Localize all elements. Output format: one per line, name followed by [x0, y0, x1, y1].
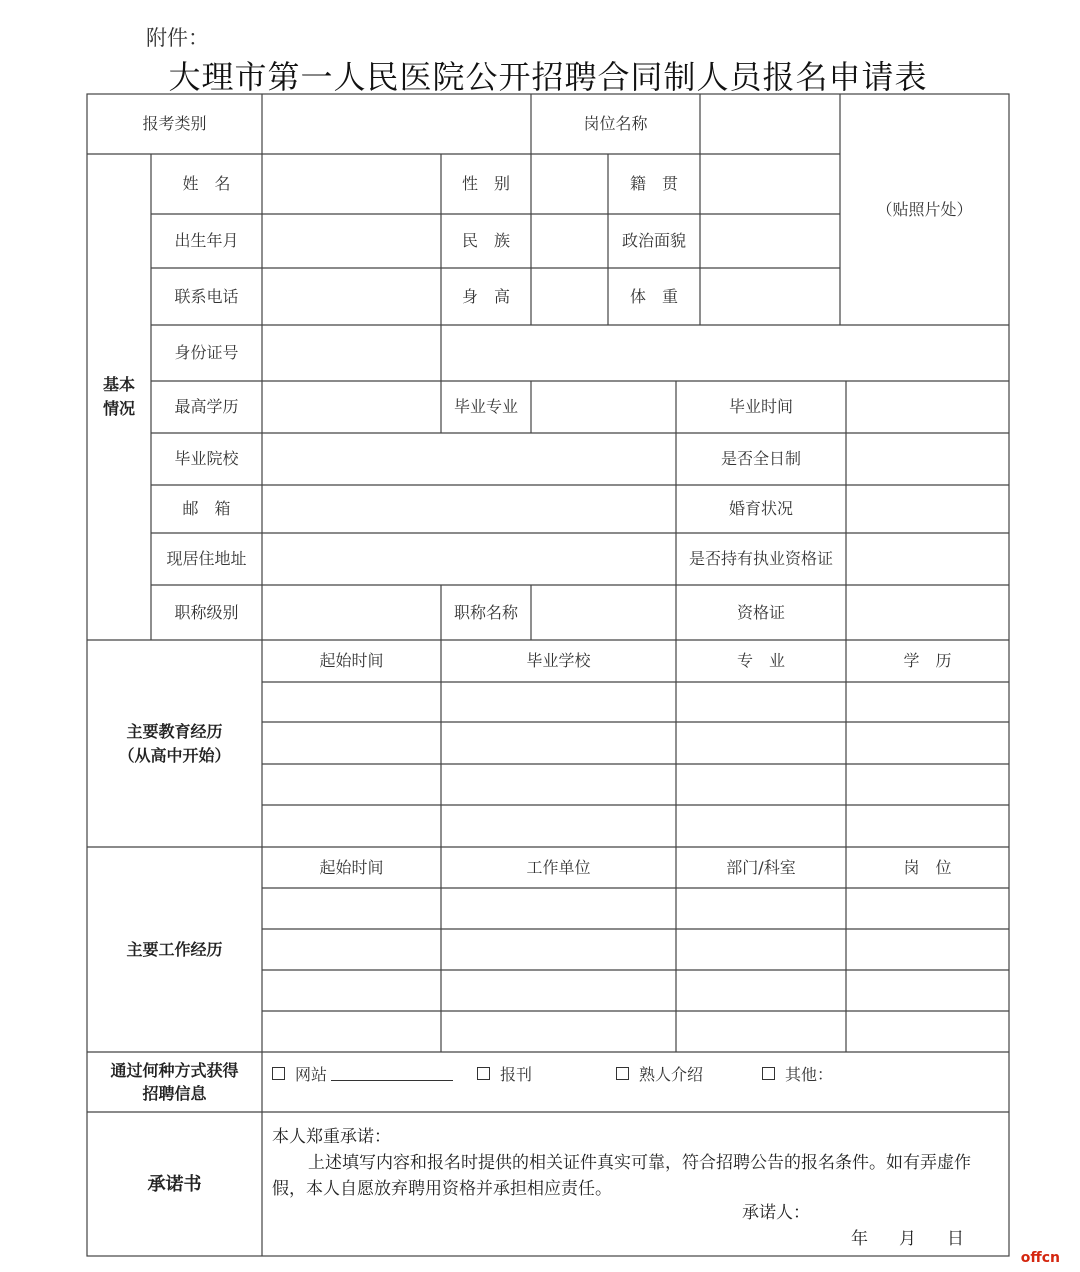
pledge-intro: 本人郑重承诺： [272, 1127, 391, 1147]
education-label-line1: 主要教育经历 [126, 721, 223, 741]
exam-category-field[interactable] [262, 94, 531, 154]
source-label-line2: 招聘信息 [142, 1084, 207, 1103]
gender-field[interactable] [531, 154, 608, 214]
license-field[interactable] [846, 533, 1009, 585]
edu-header-major: 专 业 [736, 651, 785, 670]
work-header-start-time: 起始时间 [319, 857, 384, 877]
political-status-label: 政治面貌 [621, 231, 686, 250]
source-option-referral[interactable] [616, 1062, 703, 1085]
name-field[interactable] [262, 154, 441, 214]
edu-header-degree: 学 历 [903, 651, 952, 670]
source-option-newspaper-label: 报刊 [500, 1065, 533, 1084]
email-field[interactable] [262, 485, 676, 533]
graduation-time-label: 毕业时间 [728, 397, 793, 416]
source-label-line1: 通过何种方式获得 [110, 1060, 239, 1080]
source-option-other[interactable] [762, 1062, 833, 1085]
weight-field[interactable] [700, 268, 840, 325]
position-name-label: 岗位名称 [583, 114, 648, 133]
source-label [87, 1052, 262, 1112]
education-label-line2: （从高中开始） [118, 745, 231, 765]
work-section-label: 主要工作经历 [126, 939, 223, 959]
political-status-field[interactable] [700, 214, 840, 268]
attachment-label: 附件： [146, 26, 209, 50]
native-place-field[interactable] [700, 154, 840, 214]
address-label: 现居住地址 [166, 549, 247, 568]
phone-label: 联系电话 [174, 286, 239, 306]
full-time-label: 是否全日制 [720, 449, 801, 468]
gender-label: 性 别 [461, 174, 510, 193]
graduation-time-field[interactable] [846, 381, 1009, 433]
qualification-field[interactable] [846, 585, 1009, 640]
native-place-label: 籍 贯 [629, 174, 678, 193]
checkbox-icon[interactable] [477, 1067, 490, 1080]
checkbox-icon[interactable] [762, 1067, 775, 1080]
major-field[interactable] [531, 381, 676, 433]
id-number-field[interactable] [262, 325, 1009, 381]
marital-status-label: 婚育状况 [728, 499, 793, 518]
ethnicity-label: 民 族 [461, 231, 510, 250]
work-header-department: 部门/科室 [726, 857, 796, 877]
address-field[interactable] [262, 533, 676, 585]
qualification-label: 资格证 [736, 602, 785, 622]
phone-field[interactable] [262, 268, 441, 325]
source-option-newspaper[interactable] [477, 1062, 532, 1085]
major-label: 毕业专业 [453, 397, 518, 416]
title-level-label: 职称级别 [174, 602, 239, 622]
education-section-label [87, 640, 262, 847]
pledge-year: 年 [851, 1229, 868, 1249]
pledge-text [272, 1124, 1002, 1202]
highest-education-field[interactable] [262, 381, 441, 433]
pledge-month: 月 [899, 1229, 916, 1249]
marital-status-field[interactable] [846, 485, 1009, 533]
school-label: 毕业院校 [174, 449, 239, 468]
basic-info-label-line2: 情况 [102, 399, 135, 418]
pledge-signer: 承诺人： [742, 1203, 810, 1223]
source-option-website-label: 网站 [295, 1065, 328, 1084]
source-option-website[interactable] [272, 1062, 453, 1085]
page-title: 大理市第一人民医院公开招聘合同制人员报名申请表 [168, 58, 928, 96]
license-label: 是否持有执业资格证 [688, 549, 833, 568]
name-label: 姓 名 [182, 174, 231, 193]
height-label: 身 高 [461, 286, 510, 306]
school-field[interactable] [262, 433, 676, 485]
weight-label: 体 重 [629, 286, 678, 306]
title-name-label: 职称名称 [453, 602, 518, 622]
ethnicity-field[interactable] [531, 214, 608, 268]
id-number-label: 身份证号 [174, 343, 239, 362]
pledge-label: 承诺书 [147, 1173, 202, 1195]
exam-category-label: 报考类别 [142, 114, 207, 133]
offcn-watermark: offcn [1020, 1250, 1060, 1266]
pledge-day: 日 [947, 1229, 964, 1249]
email-label: 邮 箱 [182, 499, 231, 518]
position-name-field[interactable] [700, 94, 840, 154]
title-level-field[interactable] [262, 585, 441, 640]
source-option-referral-label: 熟人介绍 [639, 1065, 704, 1084]
checkbox-icon[interactable] [616, 1067, 629, 1080]
basic-info-label [87, 154, 151, 640]
pledge-body: 上述填写内容和报名时提供的相关证件真实可靠，符合招聘公告的报名条件。如有弄虚作假，本人自愿放弃聘用资格并承担相应责任。 [272, 1153, 971, 1199]
birth-date-label: 出生年月 [174, 231, 239, 250]
photo-placeholder[interactable]: （贴照片处） [876, 199, 973, 219]
work-header-employer: 工作单位 [526, 857, 591, 877]
edu-header-start-time: 起始时间 [319, 651, 384, 670]
full-time-field[interactable] [846, 433, 1009, 485]
basic-info-label-line1: 基本 [102, 375, 135, 394]
checkbox-icon[interactable] [272, 1067, 285, 1080]
highest-education-label: 最高学历 [174, 397, 239, 416]
edu-header-school: 毕业学校 [526, 651, 591, 670]
work-header-position: 岗 位 [903, 857, 952, 877]
website-blank-line[interactable] [331, 1066, 453, 1081]
source-option-other-label: 其他： [785, 1065, 834, 1084]
title-name-field[interactable] [531, 585, 676, 640]
birth-date-field[interactable] [262, 214, 441, 268]
height-field[interactable] [531, 268, 608, 325]
